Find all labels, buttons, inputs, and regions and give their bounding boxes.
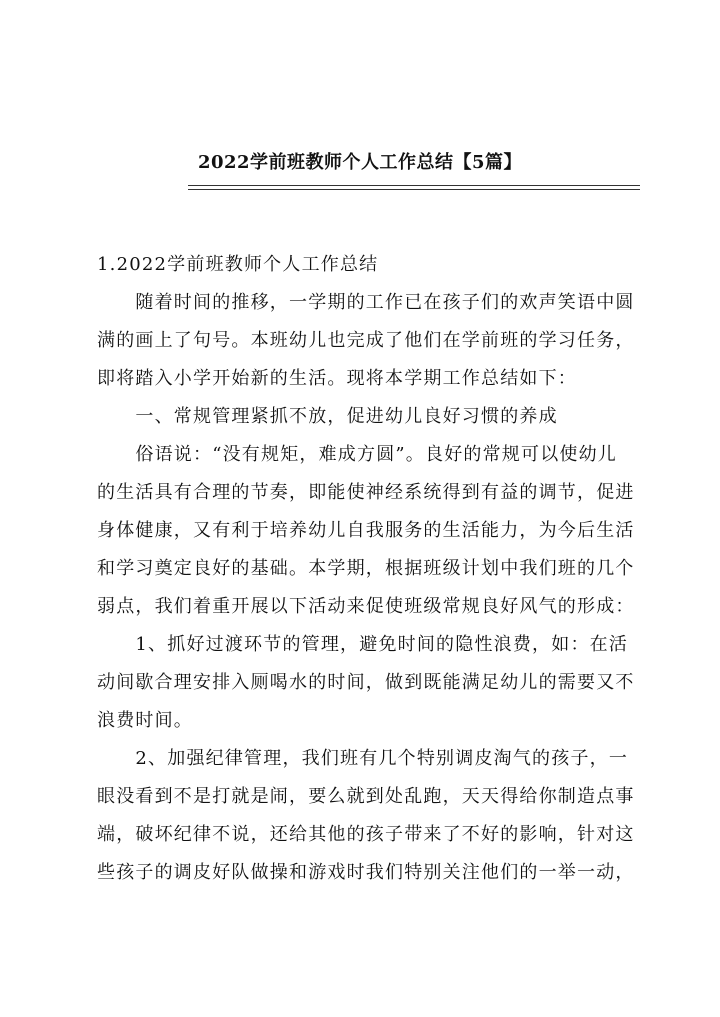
- body-line: 些孩子的调皮好队做操和游戏时我们特别关注他们的一举一动，: [97, 862, 635, 883]
- body-line: 满的画上了句号。本班幼儿也完成了他们在学前班的学习任务，: [97, 330, 635, 351]
- body-line: 的生活具有合理的节奏，即能使神经系统得到有益的调节，促进: [97, 482, 635, 503]
- body-line: 端，破坏纪律不说，还给其他的孩子带来了不好的影响，针对这: [97, 824, 635, 845]
- body-line: 和学习奠定良好的基础。本学期，根据班级计划中我们班的几个: [97, 558, 635, 579]
- body-line: 身体健康，又有利于培养幼儿自我服务的生活能力，为今后生活: [97, 520, 635, 541]
- body-line: 2、加强纪律管理，我们班有几个特别调皮淘气的孩子，一: [97, 748, 629, 769]
- body-line: 即将踏入小学开始新的生活。现将本学期工作总结如下：: [97, 368, 577, 389]
- body-line: 眼没看到不是打就是闹，要么就到处乱跑，天天得给你制造点事: [97, 786, 635, 807]
- body-line: 一、常规管理紧抓不放，促进幼儿良好习惯的养成: [97, 406, 558, 427]
- body-line: 俗语说：“没有规矩，难成方圆”。良好的常规可以使幼儿: [97, 444, 618, 465]
- body-line: 随着时间的推移，一学期的工作已在孩子们的欢声笑语中圆: [97, 292, 635, 313]
- body-line: 弱点，我们着重开展以下活动来促使班级常规良好风气的形成：: [97, 596, 635, 617]
- document-title: 2022学前班教师个人工作总结【5篇】: [197, 152, 523, 173]
- title-rule-top: [188, 185, 640, 186]
- body-line: 1.2022学前班教师个人工作总结: [97, 254, 379, 275]
- body-line: 1、抓好过渡环节的管理，避免时间的隐性浪费，如：在活: [97, 634, 629, 655]
- title-rule-bottom: [188, 189, 640, 190]
- body-line: 浪费时间。: [97, 710, 193, 731]
- body-line: 动间歇合理安排入厕喝水的时间，做到既能满足幼儿的需要又不: [97, 672, 635, 693]
